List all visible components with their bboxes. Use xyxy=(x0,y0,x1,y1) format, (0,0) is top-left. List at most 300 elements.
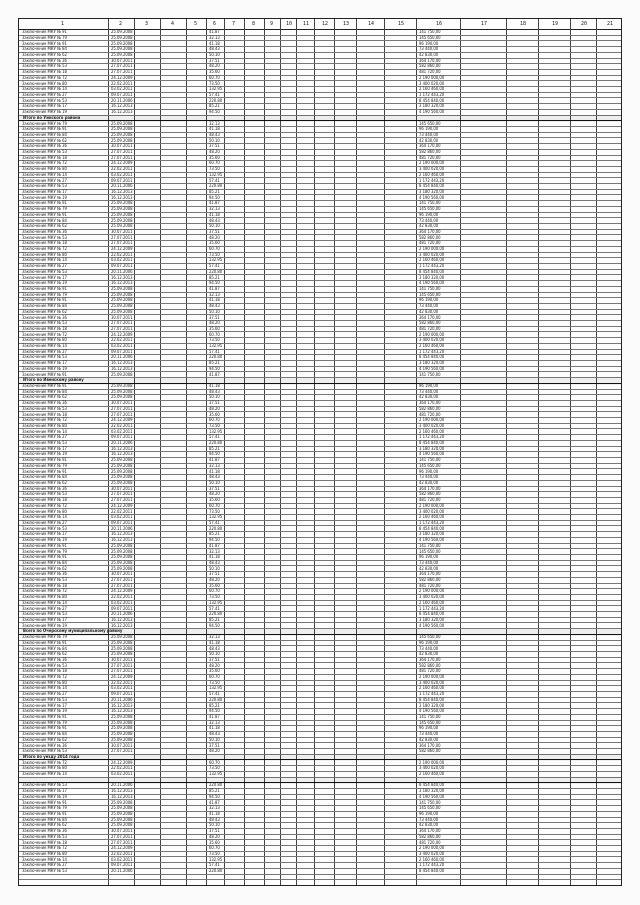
table-cell: 32.13 xyxy=(209,634,220,640)
table-cell: 73 440,00 xyxy=(419,559,439,565)
table-cell: Заключение МКУ № 19 xyxy=(22,109,67,115)
table-cell: 42 830,00 xyxy=(419,651,439,657)
table-cell: Заключение МКУ № 72 xyxy=(22,74,67,80)
table-cell: 25.09.2008 xyxy=(111,548,133,554)
table-cell: 50.10 xyxy=(209,480,220,486)
table-row xyxy=(19,651,621,652)
table-cell: 481 720,00 xyxy=(419,839,441,845)
table-cell: 48.43 xyxy=(209,731,220,737)
table-cell: 8 454 840,00 xyxy=(419,696,445,702)
table-cell: 32.13 xyxy=(209,548,220,554)
table-cell: 141 750,00 xyxy=(419,200,441,206)
table-cell: 25.09.2008 xyxy=(111,725,133,731)
table-cell: 27.07.2011 xyxy=(111,839,133,845)
table-cell: 85.21 xyxy=(209,616,220,622)
table-cell: Заключение МКУ № 53 xyxy=(22,525,67,531)
table-cell: 35.60 xyxy=(209,154,220,160)
table-cell: Заключение МКУ № 18 xyxy=(22,582,67,588)
table-cell: 60.70 xyxy=(209,502,220,508)
table-cell: 03.02.2011 xyxy=(111,514,133,520)
table-cell: 16.12.2013 xyxy=(111,708,133,714)
table-row xyxy=(19,320,621,321)
table-cell: 41.18 xyxy=(209,468,220,474)
table-cell: 27.07.2011 xyxy=(111,63,133,69)
table-cell: 60.70 xyxy=(209,417,220,423)
table-cell: 41.18 xyxy=(209,639,220,645)
table-row xyxy=(19,571,621,572)
table-cell: 481 720,00 xyxy=(419,668,441,674)
table-cell: 364 170,00 xyxy=(419,228,441,234)
table-cell: Заключение МКУ № 53 xyxy=(22,577,67,583)
table-cell: 25.09.2008 xyxy=(111,639,133,645)
table-cell: 85.21 xyxy=(209,103,220,109)
table-cell: 3 400 020,00 xyxy=(419,251,445,257)
table-cell: 25.09.2008 xyxy=(111,206,133,212)
table-cell: Заключение МКУ № 53 xyxy=(22,782,67,788)
table-row xyxy=(19,839,621,840)
table-cell: Заключение МКУ № 72 xyxy=(22,588,67,594)
table-cell: 50.10 xyxy=(209,223,220,229)
table-row xyxy=(19,354,621,355)
table-cell: 8 454 840,00 xyxy=(419,868,445,874)
table-cell: 2 190 000,00 xyxy=(419,845,445,851)
table-cell: Заключение МКУ № 91 xyxy=(22,714,67,719)
table-cell: 60.70 xyxy=(209,331,220,337)
table-cell: Заключение МКУ № 79 xyxy=(22,291,67,297)
table-cell: Заключение МКУ № 80 xyxy=(22,166,67,172)
table-row xyxy=(19,314,621,315)
column-number: 9 xyxy=(270,21,274,27)
table-row xyxy=(19,828,621,829)
table-cell: 25.09.2008 xyxy=(111,29,133,35)
table-row xyxy=(19,292,621,293)
table-cell: 41.87 xyxy=(209,714,220,719)
table-cell: 16.12.2013 xyxy=(111,274,133,280)
table-cell: 481 720,00 xyxy=(419,69,441,75)
table-cell: 132.95 xyxy=(209,514,223,520)
column-number: 7 xyxy=(232,21,236,27)
summary-label: Итого по уезду 2014 года xyxy=(23,753,80,759)
table-cell: 50.10 xyxy=(209,137,220,143)
table-row xyxy=(19,868,621,869)
table-row xyxy=(19,611,621,612)
table-cell: 27.07.2011 xyxy=(111,325,133,331)
table-cell: 16.12.2013 xyxy=(111,194,133,200)
table-cell: Заключение МКУ № 91 xyxy=(22,211,67,217)
table-cell: 481 720,00 xyxy=(419,497,441,503)
table-cell: 30.07.2011 xyxy=(111,57,133,63)
table-cell: Заключение МКУ № 84 xyxy=(22,474,67,480)
table-cell: 94.50 xyxy=(209,708,220,714)
table-cell: 73.50 xyxy=(209,251,220,257)
table-cell: Заключение МКУ № 53 xyxy=(22,63,67,69)
table-cell: 2 160 460,00 xyxy=(419,86,445,92)
table-row xyxy=(19,58,621,59)
table-cell: 73 440,00 xyxy=(419,388,439,394)
table-cell: Заключение МКУ № 14 xyxy=(22,86,67,92)
table-cell: Заключение МКУ № 91 xyxy=(22,468,67,474)
table-row xyxy=(19,69,621,70)
table-cell: 132.95 xyxy=(209,771,223,777)
table-cell: 220.80 xyxy=(209,611,223,617)
table-cell: 94.50 xyxy=(209,622,220,628)
table-cell: 25.09.2008 xyxy=(111,388,133,394)
table-cell: 22.02.2011 xyxy=(111,337,133,343)
table-cell: 73.50 xyxy=(209,594,220,600)
table-cell: Заключение МКУ № 36 xyxy=(22,485,67,491)
table-cell: 3 180 320,00 xyxy=(419,788,445,794)
table-row xyxy=(19,103,621,104)
table-cell: 30.07.2011 xyxy=(111,828,133,834)
table-cell: 4 190 560,00 xyxy=(419,622,445,628)
table-cell: 141 750,00 xyxy=(419,799,441,805)
table-cell: 22.02.2011 xyxy=(111,765,133,771)
table-cell: 25.09.2008 xyxy=(111,559,133,565)
table-cell: 37.51 xyxy=(209,571,220,577)
table-cell: 85.21 xyxy=(209,531,220,537)
table-cell: 41.18 xyxy=(209,725,220,731)
table-cell: 25.09.2008 xyxy=(111,822,133,828)
table-row xyxy=(19,240,621,241)
table-cell: Заключение МКУ № 91 xyxy=(22,200,67,206)
table-cell: 3 400 020,00 xyxy=(419,679,445,685)
table-row xyxy=(19,80,621,81)
table-cell: 3 180 320,00 xyxy=(419,188,445,194)
table-row xyxy=(19,394,621,395)
table-cell: 57.41 xyxy=(209,91,220,97)
table-row xyxy=(19,252,621,253)
table-cell: 2 190 000,00 xyxy=(419,246,445,252)
table-cell: Заключение МКУ № 14 xyxy=(22,343,67,349)
table-cell: 37.51 xyxy=(209,742,220,748)
column-number: 18 xyxy=(520,21,527,27)
table-cell: 8 454 840,00 xyxy=(419,268,445,274)
column-number: 8 xyxy=(252,21,256,27)
table-cell: 582 860,00 xyxy=(419,577,441,583)
table-cell: 3 180 320,00 xyxy=(419,274,445,280)
table-row xyxy=(19,360,621,361)
table-cell: Заключение МКУ № 53 xyxy=(22,149,67,155)
table-cell: 25.09.2008 xyxy=(111,131,133,137)
table-cell: 48.20 xyxy=(209,320,220,326)
table-cell: Заключение МКУ № 62 xyxy=(22,736,67,742)
table-cell: 24.12.2009 xyxy=(111,246,133,252)
column-number: 3 xyxy=(145,21,149,27)
table-cell: 4 190 560,00 xyxy=(419,194,445,200)
table-cell: 145 650,00 xyxy=(419,291,441,297)
table-cell: Заключение МКУ № 14 xyxy=(22,171,67,177)
table-cell: 2 160 460,00 xyxy=(419,599,445,605)
table-cell: 141 750,00 xyxy=(419,29,441,35)
table-cell: 220.80 xyxy=(209,440,223,446)
table-cell: 60.70 xyxy=(209,674,220,680)
table-cell: 42 830,00 xyxy=(419,736,439,742)
table-cell: 57.41 xyxy=(209,862,220,868)
table-cell: Заключение МКУ № 19 xyxy=(22,280,67,286)
table-cell: 25.09.2008 xyxy=(111,286,133,291)
table-cell: 94.50 xyxy=(209,537,220,543)
table-cell: 364 170,00 xyxy=(419,828,441,834)
table-cell: 1 172 443,20 xyxy=(419,348,445,354)
table-row xyxy=(19,274,621,275)
table-cell: Заключение МКУ № 84 xyxy=(22,559,67,565)
table-row xyxy=(19,160,621,161)
table-cell: 25.09.2008 xyxy=(111,714,133,719)
table-cell: 22.02.2011 xyxy=(111,422,133,428)
table-cell: 42 830,00 xyxy=(419,52,439,58)
table-cell: 27.07.2011 xyxy=(111,69,133,75)
table-cell: 4 190 560,00 xyxy=(419,280,445,286)
table-cell: Заключение МКУ № 72 xyxy=(22,759,67,765)
table-cell: 30.07.2011 xyxy=(111,143,133,149)
table-cell: 27.07.2011 xyxy=(111,320,133,326)
table-cell: 25.09.2008 xyxy=(111,34,133,40)
table-cell: 27.07.2011 xyxy=(111,497,133,503)
table-cell: 1 172 443,20 xyxy=(419,434,445,440)
table-cell: 3 400 020,00 xyxy=(419,166,445,172)
table-cell: 73 440,00 xyxy=(419,816,439,822)
table-row xyxy=(19,514,621,515)
table-cell: 25.09.2008 xyxy=(111,799,133,805)
table-cell: 73.50 xyxy=(209,508,220,514)
table-cell: 16.12.2013 xyxy=(111,109,133,115)
table-cell: 96 190,00 xyxy=(419,297,439,303)
table-cell: 132.95 xyxy=(209,343,223,349)
table-cell: 03.02.2011 xyxy=(111,86,133,92)
table-cell: Заключение МКУ № 79 xyxy=(22,719,67,725)
table-cell: Заключение МКУ № 80 xyxy=(22,679,67,685)
table-cell: 481 720,00 xyxy=(419,154,441,160)
table-cell: 48.20 xyxy=(209,405,220,411)
table-cell: Заключение МКУ № 80 xyxy=(22,594,67,600)
table-cell: 20.11.2006 xyxy=(111,268,133,274)
table-cell: Заключение МКУ № 19 xyxy=(22,708,67,714)
table-cell: 2 160 460,00 xyxy=(419,856,445,862)
table-cell: 16.12.2013 xyxy=(111,531,133,537)
table-cell: Заключение МКУ № 36 xyxy=(22,143,67,149)
table-cell: Заключение МКУ № 18 xyxy=(22,497,67,503)
column-number: 21 xyxy=(607,21,614,27)
table-row xyxy=(19,737,621,738)
table-cell: 22.02.2011 xyxy=(111,251,133,257)
table-cell: 16.12.2013 xyxy=(111,365,133,371)
table-cell: 73.50 xyxy=(209,422,220,428)
table-cell: 25.09.2008 xyxy=(111,383,133,388)
table-cell: 2 160 460,00 xyxy=(419,171,445,177)
table-row xyxy=(19,822,621,823)
table-cell: 20.11.2006 xyxy=(111,782,133,788)
table-cell: 3 400 020,00 xyxy=(419,850,445,856)
table-cell: Заключение МКУ № 62 xyxy=(22,308,67,314)
table-cell: 42 830,00 xyxy=(419,565,439,571)
table-row xyxy=(19,468,621,469)
table-row xyxy=(19,742,621,743)
table-cell: 2 190 000,00 xyxy=(419,588,445,594)
table-cell: Заключение МКУ № 79 xyxy=(22,634,67,640)
table-cell: 25.09.2008 xyxy=(111,120,133,126)
table-row xyxy=(19,366,621,367)
table-row xyxy=(19,280,621,281)
table-cell: Заключение МКУ № 36 xyxy=(22,228,67,234)
table-cell: Заключение МКУ № 18 xyxy=(22,154,67,160)
table-cell: 20.11.2006 xyxy=(111,696,133,702)
table-cell: 96 190,00 xyxy=(419,383,439,388)
table-cell: 16.12.2013 xyxy=(111,616,133,622)
table-cell: 27.07.2011 xyxy=(111,154,133,160)
table-cell: 42 830,00 xyxy=(419,394,439,400)
table-cell: 73.50 xyxy=(209,850,220,856)
table-cell: 50.10 xyxy=(209,736,220,742)
table-cell: 03.02.2011 xyxy=(111,685,133,691)
table-row xyxy=(19,411,621,412)
table-cell: Заключение МКУ № 91 xyxy=(22,457,67,463)
table-row xyxy=(19,583,621,584)
table-cell: Заключение МКУ № 17 xyxy=(22,616,67,622)
table-cell: 96 190,00 xyxy=(419,554,439,560)
table-row xyxy=(19,788,621,789)
table-cell: 48.43 xyxy=(209,217,220,223)
table-cell: 25.09.2008 xyxy=(111,200,133,206)
table-cell: Заключение МКУ № 79 xyxy=(22,34,67,40)
table-cell: Заключение МКУ № 53 xyxy=(22,440,67,446)
table-row xyxy=(19,525,621,526)
table-cell: 24.12.2009 xyxy=(111,674,133,680)
table-cell: 8 454 840,00 xyxy=(419,354,445,360)
table-cell: Заключение МКУ № 14 xyxy=(22,856,67,862)
table-row xyxy=(19,834,621,835)
table-cell: 481 720,00 xyxy=(419,240,441,246)
table-cell: 37.51 xyxy=(209,485,220,491)
table-cell: 85.21 xyxy=(209,274,220,280)
table-cell: Заключение МКУ № 53 xyxy=(22,183,67,189)
table-cell: 16.12.2013 xyxy=(111,103,133,109)
table-cell: 25.09.2008 xyxy=(111,40,133,46)
table-cell: Заключение МКУ № 62 xyxy=(22,565,67,571)
table-cell: 1 172 443,20 xyxy=(419,91,445,97)
table-cell: 220.80 xyxy=(209,525,223,531)
table-row xyxy=(19,137,621,138)
table-cell: 35.60 xyxy=(209,839,220,845)
table-row xyxy=(19,731,621,732)
table-cell: 25.09.2008 xyxy=(111,565,133,571)
table-cell: 48.20 xyxy=(209,748,220,754)
table-cell: 42 830,00 xyxy=(419,137,439,143)
table-cell: 20.11.2006 xyxy=(111,183,133,189)
table-row xyxy=(19,702,621,703)
table-cell: 24.12.2009 xyxy=(111,331,133,337)
table-row xyxy=(19,799,621,800)
table-cell: 03.02.2011 xyxy=(111,599,133,605)
table-cell: 57.41 xyxy=(209,177,220,183)
table-cell: 41.87 xyxy=(209,542,220,548)
table-cell: 364 170,00 xyxy=(419,400,441,406)
table-row xyxy=(19,497,621,498)
table-row xyxy=(19,577,621,578)
table-cell: 37.51 xyxy=(209,656,220,662)
table-cell: 30.07.2011 xyxy=(111,485,133,491)
table-cell: 57.41 xyxy=(209,691,220,697)
table-cell: 73.50 xyxy=(209,337,220,343)
table-cell: 3 400 020,00 xyxy=(419,337,445,343)
table-cell: Заключение МКУ № 17 xyxy=(22,274,67,280)
table-cell: 2 160 460,00 xyxy=(419,514,445,520)
table-cell: Заключение МКУ № 14 xyxy=(22,599,67,605)
table-cell: Заключение МКУ № 19 xyxy=(22,451,67,457)
table-cell: 35.60 xyxy=(209,582,220,588)
table-cell: Заключение МКУ № 72 xyxy=(22,845,67,851)
table-cell: Заключение МКУ № 36 xyxy=(22,57,67,63)
table-cell: 582 860,00 xyxy=(419,833,441,839)
table-row xyxy=(19,543,621,544)
table-cell: 48.20 xyxy=(209,833,220,839)
table-cell: 582 860,00 xyxy=(419,662,441,668)
table-cell: 03.02.2011 xyxy=(111,856,133,862)
table-row xyxy=(19,286,621,287)
table-cell: Заключение МКУ № 79 xyxy=(22,462,67,468)
table-row xyxy=(19,794,621,795)
table-row xyxy=(19,86,621,87)
table-cell: 03.02.2011 xyxy=(111,343,133,349)
table-cell: 41.87 xyxy=(209,457,220,463)
summary-label: Итого по Ивенскому району xyxy=(23,377,84,383)
table-cell: 41.18 xyxy=(209,383,220,388)
table-cell: 96 190,00 xyxy=(419,126,439,132)
table-row xyxy=(19,680,621,681)
table-cell: 8 454 840,00 xyxy=(419,183,445,189)
table-cell: 24.12.2009 xyxy=(111,759,133,765)
table-cell: 2 190 000,00 xyxy=(419,674,445,680)
table-cell: 35.60 xyxy=(209,325,220,331)
table-cell: 60.70 xyxy=(209,759,220,765)
table-cell: 4 190 560,00 xyxy=(419,708,445,714)
table-cell: 25.09.2008 xyxy=(111,719,133,725)
table-cell: 220.80 xyxy=(209,183,223,189)
table-row xyxy=(19,725,621,726)
table-row xyxy=(19,862,621,863)
table-cell: 27.07.2011 xyxy=(111,149,133,155)
table-row xyxy=(19,297,621,298)
table-cell: Заключение МКУ № 27 xyxy=(22,605,67,611)
table-cell: 132.95 xyxy=(209,171,223,177)
table-row xyxy=(19,640,621,641)
table-cell: 30.07.2011 xyxy=(111,400,133,406)
table-cell: 27.07.2011 xyxy=(111,234,133,240)
table-cell: Заключение МКУ № 36 xyxy=(22,400,67,406)
column-number: 20 xyxy=(581,21,588,27)
table-cell: 85.21 xyxy=(209,445,220,451)
summary-row xyxy=(19,115,621,122)
table-cell: 220.80 xyxy=(209,696,223,702)
table-cell: 3 400 020,00 xyxy=(419,594,445,600)
table-row xyxy=(19,97,621,98)
table-cell: 09.07.2011 xyxy=(111,263,133,269)
table-cell: Заключение МКУ № 84 xyxy=(22,303,67,309)
table-row xyxy=(19,594,621,595)
table-cell: 22.02.2011 xyxy=(111,80,133,86)
table-row xyxy=(19,177,621,178)
table-cell: 73 440,00 xyxy=(419,131,439,137)
table-cell: 141 750,00 xyxy=(419,371,441,377)
table-cell: 145 650,00 xyxy=(419,634,441,640)
table-cell: Заключение МКУ № 91 xyxy=(22,811,67,816)
table-cell: Заключение МКУ № 80 xyxy=(22,508,67,514)
table-cell: 220.80 xyxy=(209,868,223,874)
table-row xyxy=(19,40,621,41)
table-cell: Заключение МКУ № 19 xyxy=(22,537,67,543)
table-cell: 37.51 xyxy=(209,400,220,406)
table-cell: Заключение МКУ № 72 xyxy=(22,331,67,337)
table-cell: Заключение МКУ № 53 xyxy=(22,868,67,874)
